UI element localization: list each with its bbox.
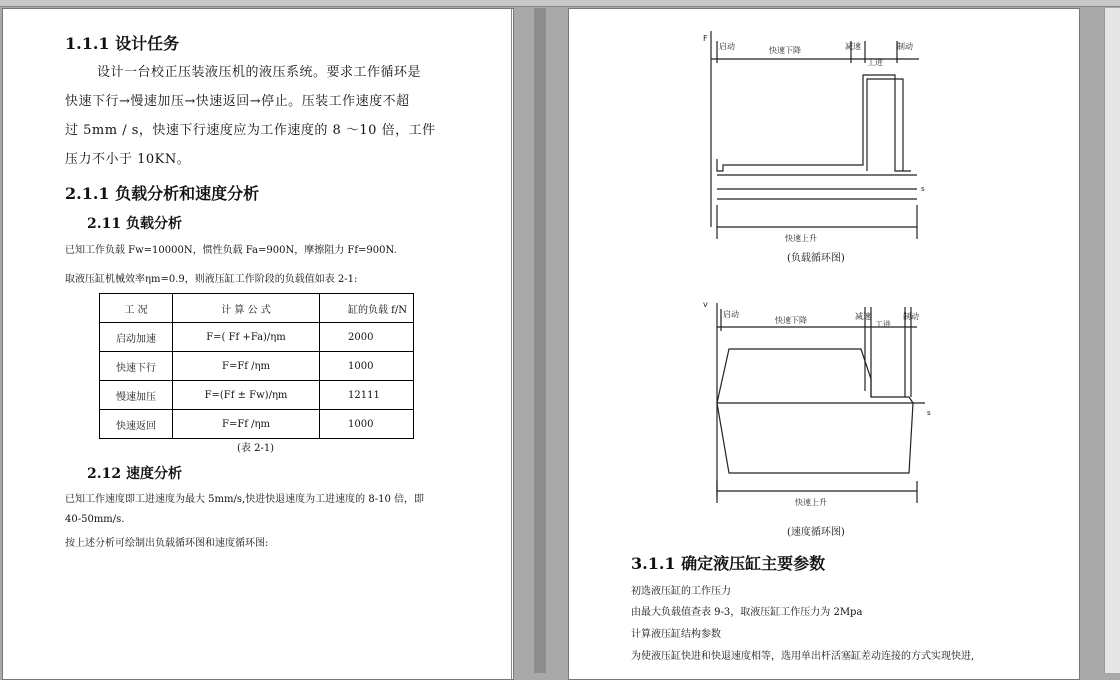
load-curve <box>867 79 903 171</box>
axis-label-y: F <box>703 34 708 43</box>
table-header-cell: 工 况 <box>100 294 173 323</box>
table-row <box>100 381 414 410</box>
table-cell: 12111 <box>320 381 414 410</box>
axis-label-x: s <box>927 409 931 417</box>
load-curve <box>717 75 911 171</box>
figure-caption: (速度循环图) <box>787 527 845 538</box>
phase-label: 工进 <box>875 320 891 329</box>
phase-label: 快速下降 <box>775 316 807 325</box>
table-cell: 快速下行 <box>100 352 173 381</box>
heading-design-task: 1.1.1 设计任务 <box>65 34 180 53</box>
table-cell: 慢速加压 <box>100 381 173 410</box>
vertical-scrollbar[interactable] <box>1104 8 1120 673</box>
table-header-row <box>100 294 414 323</box>
axis-label-x: s <box>921 185 925 193</box>
table-row <box>100 352 414 381</box>
phase-label: 制动 <box>897 42 913 51</box>
table-header-cell: 缸的负载 f/N <box>320 294 414 323</box>
phase-label: 启动 <box>719 42 735 51</box>
load-known-values: 已知工作负载 Fw=10000N，惯性负载 Fa=900N，摩擦阻力 Ff=900N. <box>65 245 397 256</box>
table-caption: (表 2-1) <box>237 443 275 454</box>
speed-text: 已知工作速度即工进速度为最大 5mm/s,快进快退速度为工进速度的 8-10 倍，即 <box>65 494 425 505</box>
velocity-curve <box>717 349 913 403</box>
velocity-curve <box>717 403 913 473</box>
cylinder-text: 计算液压缸结构参数 <box>631 629 721 640</box>
velocity-cycle-diagram <box>699 297 939 511</box>
table-header-cell: 计 算 公 式 <box>173 294 320 323</box>
cylinder-text: 为使液压缸快进和快退速度相等，选用单出杆活塞缸差动连接的方式实现快进, <box>631 651 975 662</box>
table-cell: 1000 <box>320 410 414 439</box>
bottom-label: 快速上升 <box>795 498 827 507</box>
document-page-right <box>568 8 1080 680</box>
paragraph-line: 快速下行→慢速加压→快速返回→停止。压装工作速度不超 <box>65 94 410 109</box>
speed-text: 按上述分析可绘制出负载循环图和速度循环图: <box>65 538 269 549</box>
table-cell: 快速返回 <box>100 410 173 439</box>
table-row <box>100 410 414 439</box>
cylinder-text: 初选液压缸的工作压力 <box>631 586 731 597</box>
figure-caption: (负载循环图) <box>787 253 845 264</box>
document-page-left <box>2 8 514 680</box>
load-efficiency-text: 取液压缸机械效率ηm=0.9，则液压缸工作阶段的负载值如表 2-1: <box>65 274 358 285</box>
table-cell: F=Ff /ηm <box>173 410 320 439</box>
phase-label: 工进 <box>867 58 883 67</box>
speed-text: 40-50mm/s. <box>65 514 125 525</box>
paragraph-line: 压力不小于 10KN。 <box>65 152 191 167</box>
heading-speed-analysis: 2.12 速度分析 <box>87 466 182 482</box>
table-cell: 1000 <box>320 352 414 381</box>
table-cell: 启动加速 <box>100 323 173 352</box>
table-cell: 2000 <box>320 323 414 352</box>
load-cycle-diagram <box>699 27 939 251</box>
heading-load-analysis: 2.11 负载分析 <box>87 216 182 232</box>
page-margin-line <box>511 9 512 679</box>
heading-load-speed-analysis: 2.1.1 负载分析和速度分析 <box>65 184 260 203</box>
bottom-label: 快速上升 <box>785 234 817 243</box>
load-table <box>99 293 414 439</box>
axis-label-y: v <box>703 300 708 309</box>
cylinder-text: 由最大负载值查表 9-3，取液压缸工作压力为 2Mpa <box>631 607 863 618</box>
paragraph-line: 过 5mm / s，快速下行速度应为工作速度的 8 ～10 倍，工件 <box>65 123 436 138</box>
heading-cylinder-parameters: 3.1.1 确定液压缸主要参数 <box>631 554 826 573</box>
phase-label: 启动 <box>723 310 739 319</box>
table-row <box>100 323 414 352</box>
phase-label: 减速 <box>855 312 871 321</box>
phase-label: 制动 <box>903 312 919 321</box>
table-cell: F=( Ff +Fa)/ηm <box>173 323 320 352</box>
paragraph-line: 设计一台校正压装液压机的液压系统。要求工作循环是 <box>97 65 422 80</box>
phase-label: 减速 <box>845 42 861 51</box>
table-cell: F=Ff /ηm <box>173 352 320 381</box>
table-cell: F=(Ff ± Fw)/ηm <box>173 381 320 410</box>
page-gutter <box>534 8 546 673</box>
viewer-toolbar-edge <box>0 0 1120 7</box>
phase-label: 快速下降 <box>769 46 801 55</box>
